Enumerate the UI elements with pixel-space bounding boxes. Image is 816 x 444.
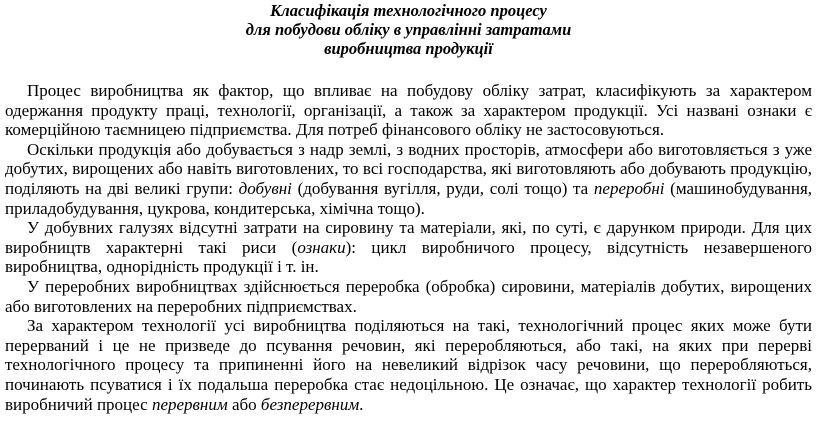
paragraph-4: У переробних виробництвах здійснюється переробка (обробка) сировини, матеріалів добутих, вирощених або виготовлених на переробних підприємствах. bbox=[5, 276, 812, 316]
term-continuous: безперервним bbox=[260, 394, 360, 414]
document-page bbox=[5, 0, 812, 414]
paragraph-5-text-e: . bbox=[359, 394, 364, 414]
term-features: ознаки bbox=[297, 237, 346, 257]
document-body bbox=[5, 81, 812, 414]
paragraph-1: Процес виробництва як фактор, що впливає на побудову обліку затрат, класифікують за характером одержання продукту праці, технології, організації, а також за характером продукції. Усі названі ознаки є комерційною таємницею підприємства. Для потреб фінансового обліку не застосовуються. bbox=[5, 81, 812, 140]
paragraph-2 bbox=[5, 140, 812, 218]
paragraph-2-text-a: Оскільки продукція або добувається з надр землі, з водних просторів, атмосфери або виготовляється з уже добутих, вирощених або навіть виготовлених, то всі господарства, які виготовляють або добувають продукцію, поділяють на дві великі групи: bbox=[5, 139, 812, 198]
paragraph-3-text-a: У добувних галузях відсутні затрати на сировину та матеріали, які, по суті, є дарунком природи. Для цих виробництв характерні такі риси ( bbox=[5, 218, 812, 257]
term-interrupted: перервним bbox=[151, 394, 228, 414]
paragraph-3-text-c: ): цикл виробничого процесу, відсутність незавершеного виробництва, однорідність продукції і т. ін. bbox=[5, 237, 812, 277]
document-title bbox=[5, 0, 812, 58]
paragraph-3 bbox=[5, 218, 812, 277]
paragraph-2-text-c: (добування вугілля, руди, солі тощо) та bbox=[291, 178, 594, 198]
term-extractive: добувні bbox=[238, 178, 292, 198]
title-line-3: виробництва продукції bbox=[324, 39, 493, 58]
term-processing: переробні bbox=[593, 178, 665, 198]
paragraph-5-text-a: За характером технології усі виробництва поділяються на такі, технологічний процес яких може бути перерваний і це не призведе до псування речовин, які переробляються, або такі, на яких при перерві технологічного процесу та припиненні його на невеликий відрізок часу речовини, що переробляються, починають псуватися і їх подальша переробка стає недоцільною. Це означає, що характер технології робить виробничий процес bbox=[5, 316, 812, 414]
title-line-2: для побудови обліку в управлінні затратами bbox=[245, 20, 572, 39]
paragraph-5 bbox=[5, 316, 812, 414]
paragraph-5-text-c: або bbox=[227, 394, 261, 414]
title-line-1: Класифікація технологічного процесу bbox=[270, 1, 547, 20]
paragraph-2-text-e: (машинобудування, приладобудування, цукрова, кондитерська, хімічна тощо). bbox=[5, 178, 813, 218]
